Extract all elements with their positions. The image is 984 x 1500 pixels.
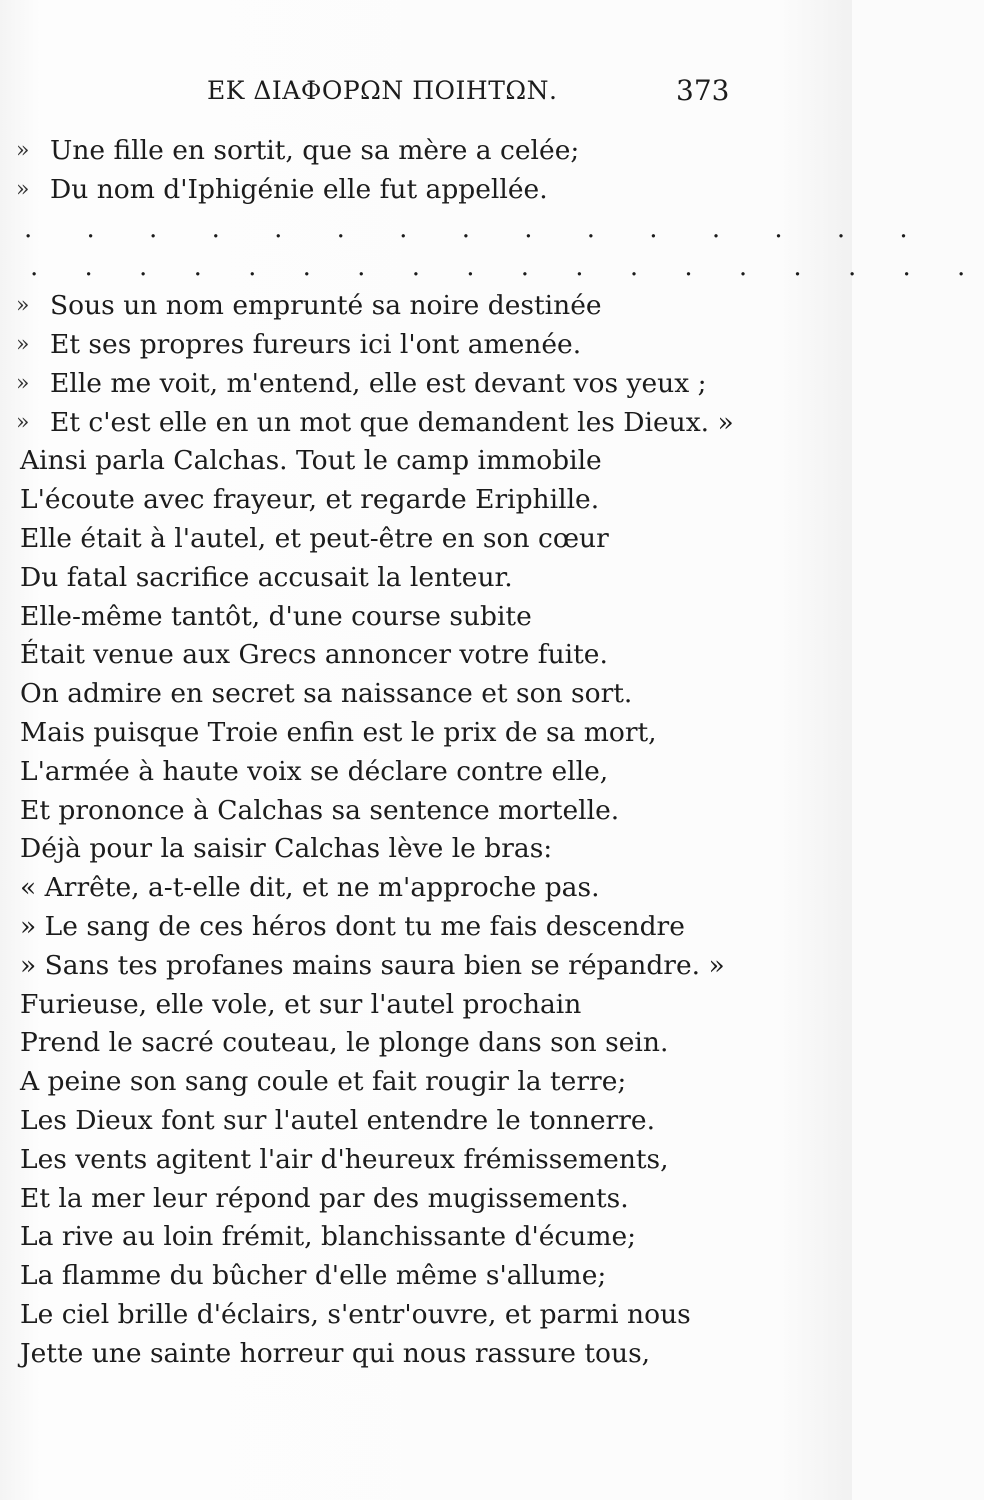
quote-mark: » <box>16 138 30 163</box>
quote-mark: » <box>16 409 30 435</box>
verse-text: Déjà pour la saisir Calchas lève le bras: <box>20 833 553 865</box>
verse-text: La flamme du bûcher d'elle même s'allume; <box>20 1260 607 1292</box>
verse-text: Elle-même tantôt, d'une course subite <box>20 600 532 632</box>
verse-text: » Le sang de ces héros dont tu me fais descendre <box>20 910 685 942</box>
verse-line <box>0 559 852 598</box>
verse-text: Les Dieux font sur l'autel entendre le tonnerre. <box>20 1104 655 1136</box>
verse-text: Jette une sainte horreur qui nous rassure tous, <box>20 1337 651 1369</box>
ellipsis-dots: . . . . . . . . . . . . . . . <box>24 213 931 244</box>
verse-line <box>0 1296 852 1335</box>
verse-line <box>0 598 852 637</box>
running-title: ΕΚ ΔΙΑΦΟΡΩΝ ΠΟΙΗΤΩΝ. <box>207 76 558 105</box>
verse-line <box>0 1218 852 1257</box>
verse-line <box>0 326 852 365</box>
verse-text: Le ciel brille d'éclairs, s'entr'ouvre, et parmi nous <box>20 1298 691 1330</box>
verse-text: On admire en secret sa naissance et son sort. <box>20 678 633 710</box>
verse-line <box>0 792 852 831</box>
verse-text: Elle était à l'autel, et peut-être en son cœur <box>20 522 609 554</box>
verse-line <box>0 947 852 986</box>
verse-line <box>0 442 852 481</box>
verse-text: Du fatal sacrifice accusait la lenteur. <box>20 561 513 593</box>
verse-text: La rive au loin frémit, blanchissante d'écume; <box>20 1221 637 1253</box>
verse-line <box>0 908 852 947</box>
verse-line <box>0 520 852 559</box>
verse-text: Ainsi parla Calchas. Tout le camp immobile <box>20 445 602 477</box>
verse-text: Et ses propres fureurs ici l'ont amenée. <box>50 328 582 360</box>
verse-line <box>0 1063 852 1102</box>
verse-text: Une fille en sortit, que sa mère a celée; <box>50 135 580 166</box>
verse-line <box>0 404 852 443</box>
page-header <box>0 68 852 112</box>
verse-line <box>0 1024 852 1063</box>
verse-line <box>0 753 852 792</box>
ellipsis-dots: . . . . . . . . . . . . . . . . . . <box>30 252 984 283</box>
verse-line <box>0 1102 852 1141</box>
verse-text: L'écoute avec frayeur, et regarde Eriphille. <box>20 484 600 516</box>
verse-text: Mais puisque Troie enfin est le prix de sa mort, <box>20 716 657 748</box>
verse-text: « Arrête, a-t-elle dit, et ne m'approche pas. <box>20 872 600 904</box>
verse-line <box>0 1141 852 1180</box>
quote-mark: » <box>16 331 30 357</box>
verse-line <box>0 365 852 404</box>
quote-mark: » <box>16 176 30 202</box>
verse-line <box>0 132 852 171</box>
verse-line <box>0 714 852 753</box>
verse-line <box>0 830 852 869</box>
quote-mark: » <box>16 293 30 319</box>
verse-text: A peine son sang coule et fait rougir la terre; <box>20 1066 627 1098</box>
verse-line <box>0 1335 852 1374</box>
verse-line <box>0 986 852 1025</box>
verse-text: Prend le sacré couteau, le plonge dans son sein. <box>20 1027 669 1059</box>
verse-block <box>0 132 984 1374</box>
quote-mark: » <box>16 370 30 396</box>
verse-line <box>0 171 852 210</box>
verse-text: » Sans tes profanes mains saura bien se répandre. » <box>20 949 725 981</box>
verse-text: Furieuse, elle vole, et sur l'autel prochain <box>20 988 582 1020</box>
verse-text: L'armée à haute voix se déclare contre elle, <box>20 755 609 787</box>
verse-line <box>0 1180 852 1219</box>
verse-text: Et c'est elle en un mot que demandent les Dieux. » <box>50 406 734 438</box>
verse-text: Elle me voit, m'entend, elle est devant vos yeux ; <box>50 367 707 399</box>
verse-line <box>0 1257 852 1296</box>
verse-line <box>0 869 852 908</box>
ellipsis-line <box>0 210 931 249</box>
verse-line <box>0 481 852 520</box>
verse-text: Du nom d'Iphigénie elle fut appellée. <box>50 173 548 205</box>
page-number: 373 <box>676 74 730 107</box>
verse-text: Les vents agitent l'air d'heureux frémissements, <box>20 1143 669 1175</box>
ellipsis-line <box>0 248 984 287</box>
verse-line <box>0 636 852 675</box>
verse-text: Et prononce à Calchas sa sentence mortelle. <box>20 794 620 826</box>
verse-line <box>0 287 852 326</box>
verse-line <box>0 675 852 714</box>
verse-text: Était venue aux Grecs annoncer votre fuite. <box>20 639 608 671</box>
verse-text: Sous un nom emprunté sa noire destinée <box>50 290 602 322</box>
verse-text: Et la mer leur répond par des mugissements. <box>20 1182 629 1214</box>
